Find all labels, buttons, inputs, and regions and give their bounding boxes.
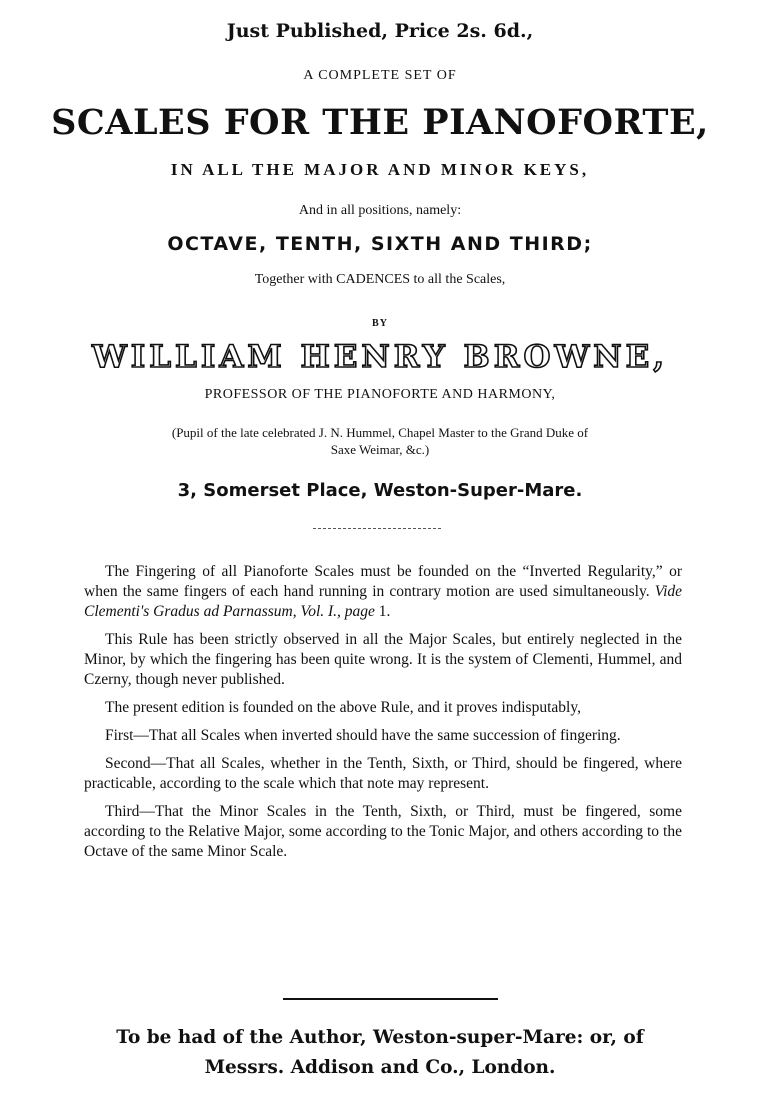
footer [0, 1023, 760, 1083]
divider-solid [283, 998, 498, 1000]
paragraph-1-page: 1. [378, 603, 391, 620]
author-title: PROFESSOR OF THE PIANOFORTE AND HARMONY, [204, 387, 556, 402]
complete-set-line: A COMPLETE SET OF [303, 68, 457, 83]
paragraph-1-reference: Vide Clementi's Gradus ad Parnassum, Vol. I., page [84, 583, 683, 620]
main-title: SCALES FOR THE PIANOFORTE, [51, 102, 709, 143]
paragraph-5: Second—That all Scales, whether in the Tenth, Sixth, or Third, should be fingered, where practicable, according to the scale which that note may represent. [84, 755, 682, 792]
cadences-line: Together with CADENCES to all the Scales, [254, 272, 506, 287]
paragraph-4: First—That all Scales when inverted should have the same succession of fingering. [105, 727, 621, 744]
price-line: Just Published, Price 2s. 6d., [226, 20, 534, 42]
pupil-note-line2: Saxe Weimar, &c.) [330, 442, 430, 457]
pupil-note-line1: (Pupil of the late celebrated J. N. Hummel, Chapel Master to the Grand Duke of [171, 425, 589, 440]
paragraph-1-text: The Fingering of all Pianoforte Scales must be founded on the “Inverted Regularity,” or when the same fingers of each hand running in contrary motion are used simultaneously. [84, 563, 682, 600]
pupil-note [0, 424, 760, 458]
paragraph-2: This Rule has been strictly observed in all the Major Scales, but entirely neglected in the Minor, by which the fingering has been quite wrong. It is the system of Clementi, Hummel, and Czerny, though never published. [84, 631, 682, 688]
positions-intro: And in all positions, namely: [298, 203, 462, 218]
positions-list: OCTAVE, TENTH, SIXTH AND THIRD; [167, 233, 593, 255]
footer-line1: To be had of the Author, Weston-super-Mare: or, of [116, 1027, 644, 1048]
by-line: BY [372, 318, 388, 329]
paragraph-3: The present edition is founded on the above Rule, and it proves indisputably, [105, 699, 581, 716]
divider-dashed [313, 528, 441, 529]
paragraph-6: Third—That the Minor Scales in the Tenth, Sixth, or Third, must be fingered, some according to the Relative Major, some according to the Tonic Major, and others according to the Octave of the same Minor Scale. [84, 803, 682, 860]
footer-line2: Messrs. Addison and Co., London. [204, 1057, 556, 1078]
author-name: WILLIAM HENRY BROWNE, [91, 339, 669, 375]
keys-subtitle: IN ALL THE MAJOR AND MINOR KEYS, [170, 160, 590, 179]
paragraph-1 [84, 562, 682, 622]
address-line: 3, Somerset Place, Weston-Super-Mare. [177, 480, 583, 501]
body-text [84, 562, 682, 870]
